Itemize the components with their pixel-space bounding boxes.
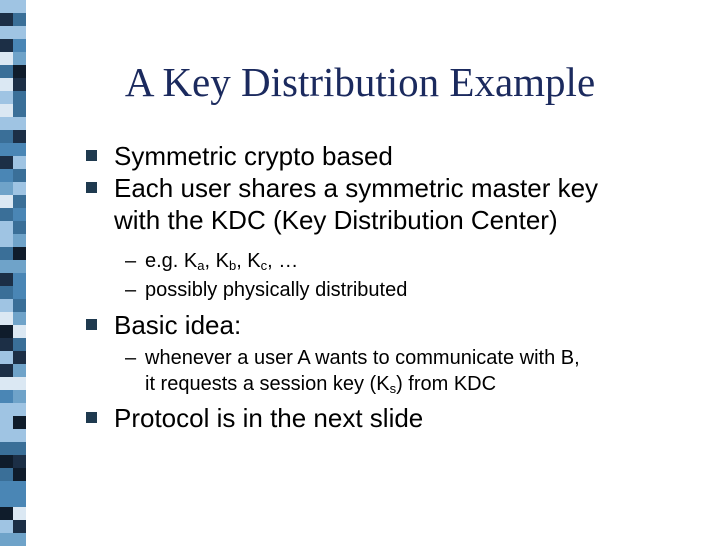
strip-square bbox=[0, 208, 13, 221]
strip-square bbox=[0, 13, 13, 26]
strip-square bbox=[13, 260, 26, 273]
strip-square bbox=[13, 403, 26, 416]
strip-square bbox=[0, 364, 13, 377]
strip-square bbox=[13, 286, 26, 299]
strip-square bbox=[0, 26, 13, 39]
strip-square bbox=[0, 481, 13, 494]
strip-square bbox=[13, 299, 26, 312]
strip-square bbox=[0, 0, 13, 13]
strip-square bbox=[13, 416, 26, 429]
strip-square bbox=[0, 195, 13, 208]
strip-square bbox=[13, 325, 26, 338]
strip-square bbox=[0, 117, 13, 130]
strip-square bbox=[0, 351, 13, 364]
strip-square bbox=[0, 260, 13, 273]
sub-bullet-text: whenever a user A wants to communicate with B, bbox=[145, 347, 580, 369]
strip-square bbox=[0, 247, 13, 260]
strip-square bbox=[13, 208, 26, 221]
strip-square bbox=[0, 429, 13, 442]
strip-square bbox=[13, 234, 26, 247]
strip-square bbox=[13, 273, 26, 286]
strip-square bbox=[13, 312, 26, 325]
bullet-text: with the KDC (Key Distribution Center) bbox=[114, 205, 558, 235]
strip-square bbox=[13, 130, 26, 143]
strip-square bbox=[0, 299, 13, 312]
bullet-text: Each user shares a symmetric master key bbox=[114, 173, 599, 203]
strip-square bbox=[13, 117, 26, 130]
strip-square bbox=[0, 442, 13, 455]
strip-square bbox=[13, 364, 26, 377]
strip-square bbox=[13, 520, 26, 533]
strip-square bbox=[13, 377, 26, 390]
strip-square bbox=[13, 247, 26, 260]
bullet-text: Basic idea: bbox=[114, 310, 242, 340]
dash-bullet-icon: – bbox=[125, 250, 137, 272]
dash-bullet-icon: – bbox=[125, 279, 137, 301]
strip-square bbox=[13, 429, 26, 442]
strip-square bbox=[13, 481, 26, 494]
strip-square bbox=[13, 39, 26, 52]
bullet-text: Protocol is in the next slide bbox=[114, 403, 424, 433]
sub-bullet-text: e.g. $K_a$, $K_b$, $K_c$, … bbox=[145, 250, 299, 273]
strip-square bbox=[13, 338, 26, 351]
strip-square bbox=[13, 195, 26, 208]
strip-square bbox=[0, 234, 13, 247]
strip-square bbox=[13, 494, 26, 507]
strip-square bbox=[0, 143, 13, 156]
square-bullet-icon bbox=[86, 150, 97, 161]
dash-bullet-icon: – bbox=[125, 347, 137, 369]
strip-square bbox=[13, 13, 26, 26]
bullet-text: Symmetric crypto based bbox=[114, 141, 393, 171]
strip-square bbox=[0, 312, 13, 325]
strip-square bbox=[13, 169, 26, 182]
strip-square bbox=[0, 182, 13, 195]
strip-square bbox=[0, 520, 13, 533]
strip-square bbox=[13, 507, 26, 520]
strip-square bbox=[0, 338, 13, 351]
strip-square bbox=[0, 416, 13, 429]
strip-square bbox=[0, 130, 13, 143]
sub-bullet-text: possibly physically distributed bbox=[145, 279, 408, 301]
strip-square bbox=[13, 143, 26, 156]
strip-square bbox=[13, 468, 26, 481]
strip-square bbox=[13, 351, 26, 364]
strip-square bbox=[0, 468, 13, 481]
square-bullet-icon bbox=[86, 319, 97, 330]
sub-bullet-text: it requests a session key $(K_s)$ from KDC bbox=[145, 373, 497, 396]
strip-square bbox=[0, 377, 13, 390]
square-bullet-icon bbox=[86, 182, 97, 193]
strip-square bbox=[0, 403, 13, 416]
square-bullet-icon bbox=[86, 412, 97, 423]
slide-title: A Key Distribution Example bbox=[124, 59, 596, 105]
strip-square bbox=[0, 286, 13, 299]
strip-square bbox=[0, 507, 13, 520]
strip-square bbox=[13, 0, 26, 13]
strip-square bbox=[0, 273, 13, 286]
strip-square bbox=[0, 325, 13, 338]
strip-square bbox=[13, 156, 26, 169]
strip-square bbox=[0, 494, 13, 507]
strip-square bbox=[0, 39, 13, 52]
strip-square bbox=[0, 156, 13, 169]
strip-square bbox=[0, 455, 13, 468]
strip-square bbox=[13, 182, 26, 195]
strip-square bbox=[0, 390, 13, 403]
strip-square bbox=[13, 442, 26, 455]
strip-square bbox=[13, 26, 26, 39]
strip-square bbox=[0, 221, 13, 234]
strip-square bbox=[0, 169, 13, 182]
strip-square bbox=[13, 455, 26, 468]
strip-square bbox=[13, 221, 26, 234]
strip-square bbox=[13, 390, 26, 403]
